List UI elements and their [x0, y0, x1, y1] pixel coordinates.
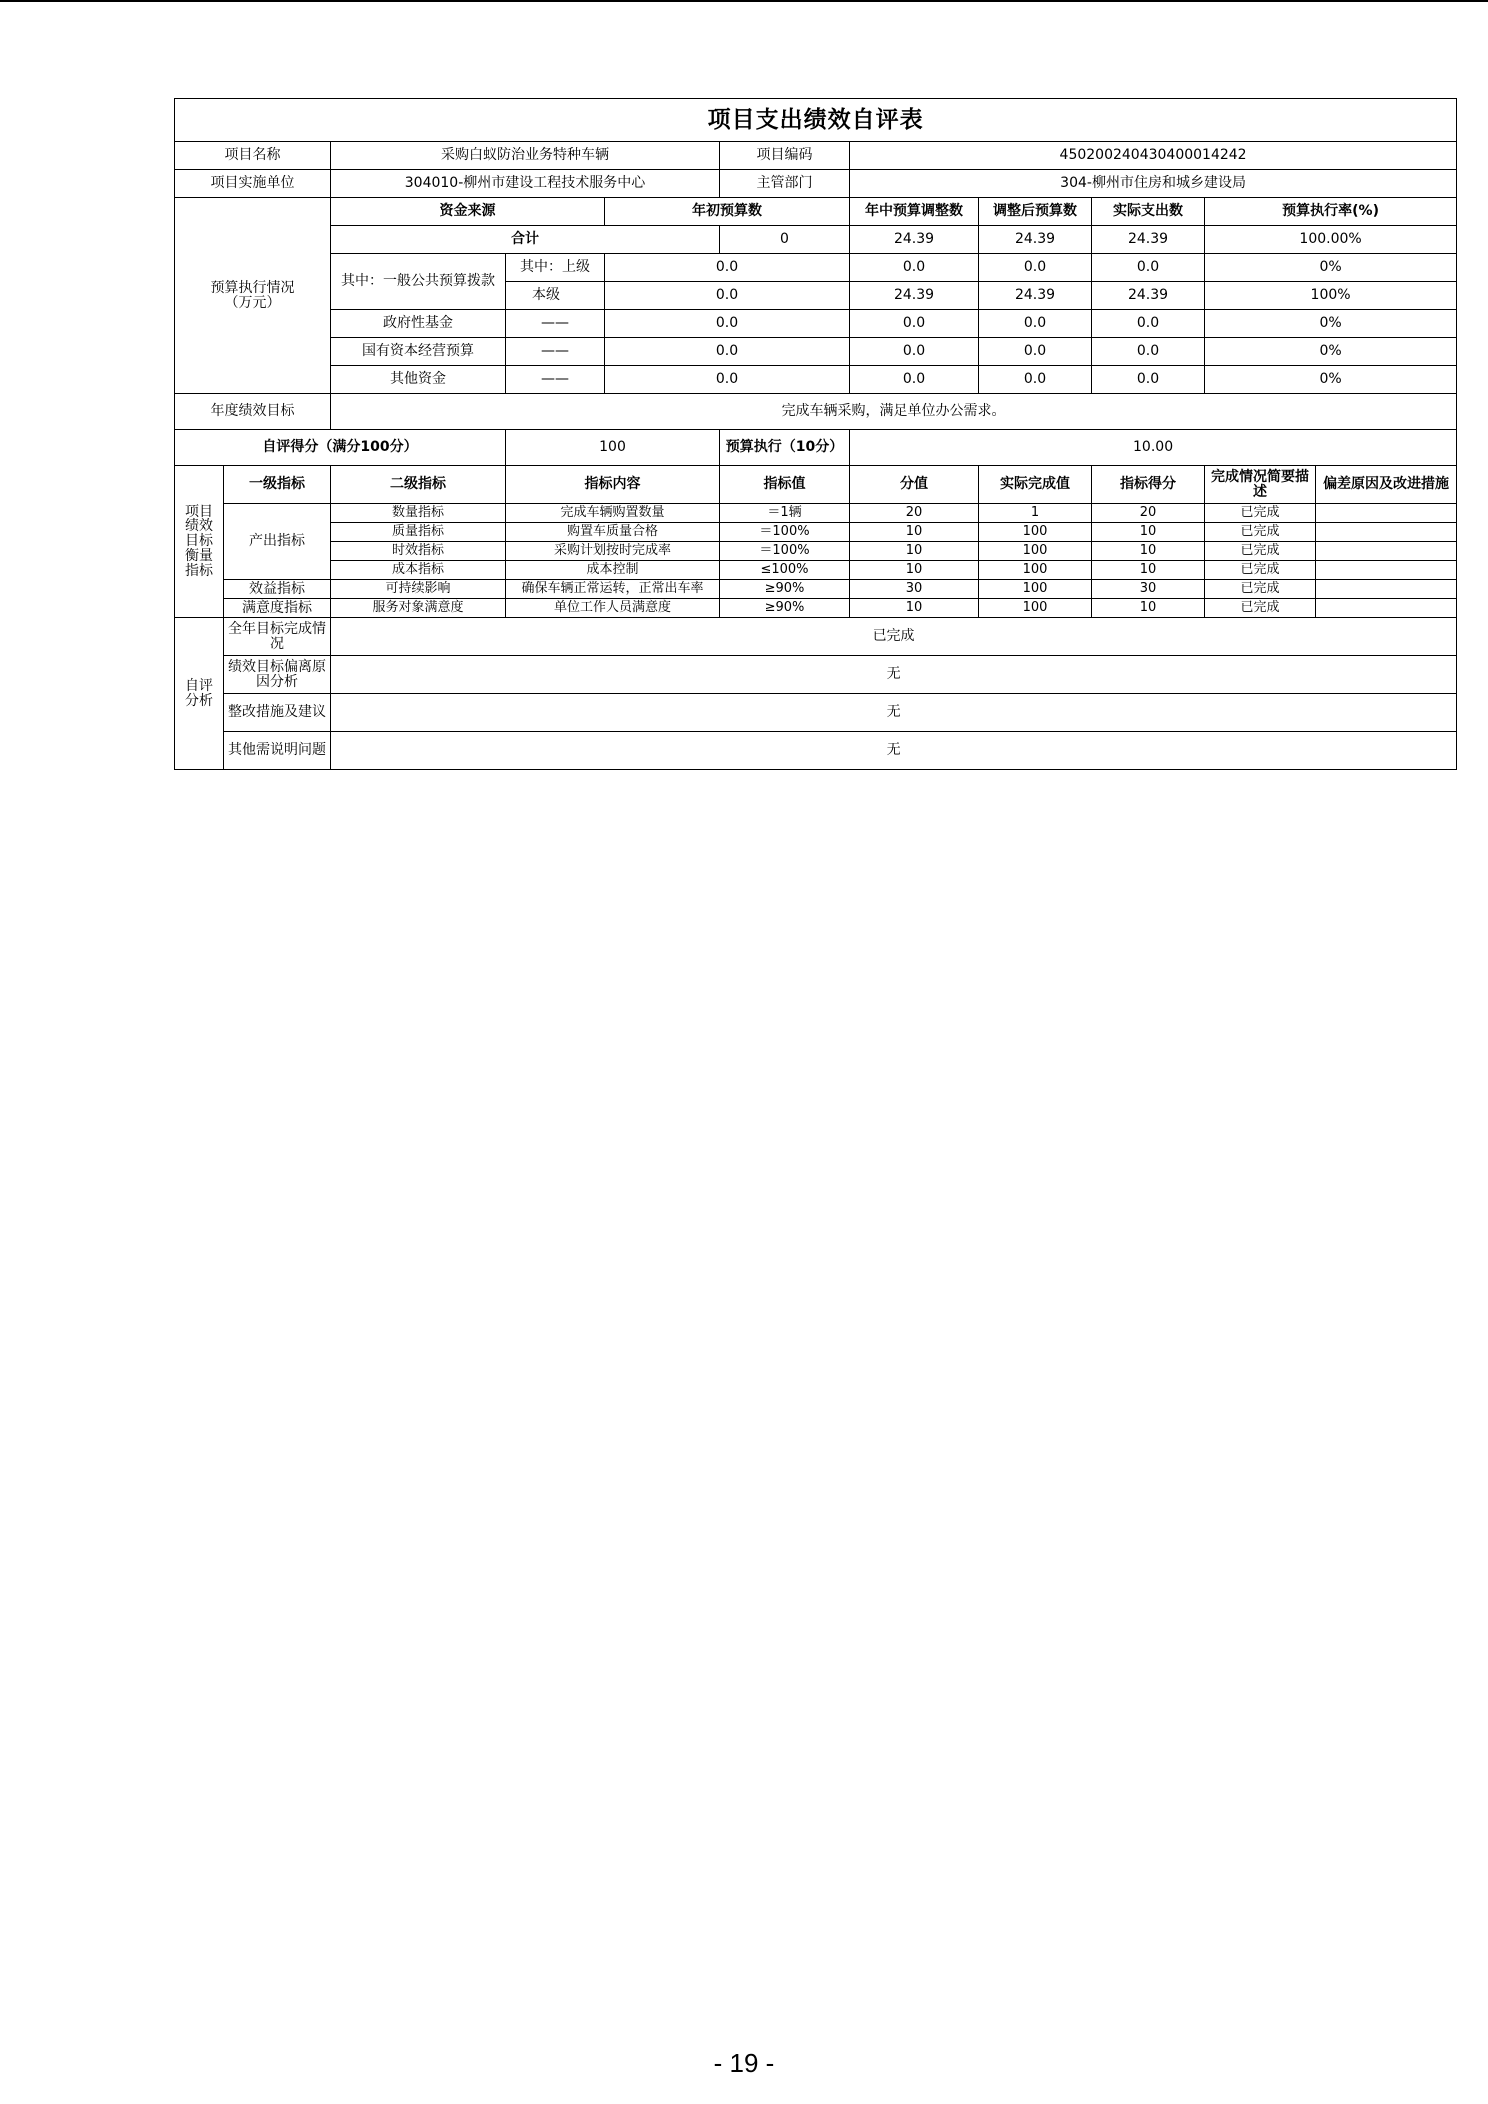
budget-superior-rate: 0% — [1205, 254, 1457, 282]
project-name-label: 项目名称 — [175, 142, 331, 170]
ind-header-reason: 偏差原因及改进措施 — [1316, 466, 1457, 504]
budget-other-rate: 0% — [1205, 366, 1457, 394]
ind-row-content: 完成车辆购置数量 — [506, 504, 720, 523]
ind-row-weight: 20 — [850, 504, 979, 523]
ind-row-sub: 时效指标 — [331, 542, 506, 561]
performance-self-eval-table — [174, 98, 1457, 770]
ind-row-target: ≤100% — [720, 561, 850, 580]
budget-other-initial: 0.0 — [605, 366, 850, 394]
ind-header-level1: 一级指标 — [224, 466, 331, 504]
budget-total-adjusted: 24.39 — [979, 226, 1092, 254]
budget-other-adjust: 0.0 — [850, 366, 979, 394]
budget-superior-adjusted: 0.0 — [979, 254, 1092, 282]
self-eval-label: 自评分析 — [175, 618, 224, 770]
ind-row-actual: 100 — [979, 523, 1092, 542]
ind-row-content: 购置车质量合格 — [506, 523, 720, 542]
ind-row-reason — [1316, 523, 1457, 542]
ind-row-target: ＝100% — [720, 523, 850, 542]
analysis-value: 无 — [331, 694, 1457, 732]
ind-row-reason — [1316, 504, 1457, 523]
budget-state-capital-label: 国有资本经营预算 — [331, 338, 506, 366]
budget-exec-score-value: 10.00 — [850, 430, 1457, 466]
analysis-label: 全年目标完成情况 — [224, 618, 331, 656]
budget-other-dash: —— — [506, 366, 605, 394]
ind-group-satisfaction: 满意度指标 — [224, 599, 331, 618]
ind-row-sub: 数量指标 — [331, 504, 506, 523]
ind-row-reason — [1316, 542, 1457, 561]
budget-local-actual: 24.39 — [1092, 282, 1205, 310]
budget-other-adjusted: 0.0 — [979, 366, 1092, 394]
budget-total-label: 合计 — [331, 226, 720, 254]
ind-row-reason — [1316, 580, 1457, 599]
ind-row-actual: 1 — [979, 504, 1092, 523]
budget-state-capital-rate: 0% — [1205, 338, 1457, 366]
budget-header-initial: 年初预算数 — [605, 198, 850, 226]
annual-goal-value: 完成车辆采购，满足单位办公需求。 — [331, 394, 1457, 430]
budget-superior-label: 其中：上级 — [506, 254, 605, 282]
budget-total-actual: 24.39 — [1092, 226, 1205, 254]
ind-row-status: 已完成 — [1205, 599, 1316, 618]
ind-row-weight: 30 — [850, 580, 979, 599]
analysis-value: 已完成 — [331, 618, 1457, 656]
analysis-label: 绩效目标偏离原因分析 — [224, 656, 331, 694]
budget-total-initial: 0 — [720, 226, 850, 254]
budget-local-adjust: 24.39 — [850, 282, 979, 310]
budget-fund-dash: —— — [506, 310, 605, 338]
annual-goal-label: 年度绩效目标 — [175, 394, 331, 430]
ind-row-status: 已完成 — [1205, 504, 1316, 523]
ind-row-status: 已完成 — [1205, 580, 1316, 599]
budget-superior-initial: 0.0 — [605, 254, 850, 282]
ind-header-level2: 二级指标 — [331, 466, 506, 504]
self-score-value: 100 — [506, 430, 720, 466]
analysis-value: 无 — [331, 732, 1457, 770]
budget-superior-actual: 0.0 — [1092, 254, 1205, 282]
ind-row-reason — [1316, 561, 1457, 580]
budget-exec-label: 预算执行情况（万元） — [175, 198, 331, 394]
budget-fund-adjust: 0.0 — [850, 310, 979, 338]
form-title: 项目支出绩效自评表 — [175, 99, 1457, 142]
ind-row-content: 成本控制 — [506, 561, 720, 580]
page-number: - 19 - — [713, 2048, 775, 2078]
budget-total-adjust: 24.39 — [850, 226, 979, 254]
budget-superior-adjust: 0.0 — [850, 254, 979, 282]
ind-row-target: ≥90% — [720, 599, 850, 618]
ind-header-score: 指标得分 — [1092, 466, 1205, 504]
budget-header-adjust: 年中预算调整数 — [850, 198, 979, 226]
ind-row-content: 单位工作人员满意度 — [506, 599, 720, 618]
impl-unit-value: 304010-柳州市建设工程技术服务中心 — [331, 170, 720, 198]
budget-fund-actual: 0.0 — [1092, 310, 1205, 338]
project-code-label: 项目编码 — [720, 142, 850, 170]
project-code-value: 450200240430400014242 — [850, 142, 1457, 170]
budget-header-rate: 预算执行率(%) — [1205, 198, 1457, 226]
budget-fund-initial: 0.0 — [605, 310, 850, 338]
ind-row-sub: 服务对象满意度 — [331, 599, 506, 618]
budget-local-initial: 0.0 — [605, 282, 850, 310]
ind-row-actual: 100 — [979, 580, 1092, 599]
ind-row-weight: 10 — [850, 523, 979, 542]
dept-value: 304-柳州市住房和城乡建设局 — [850, 170, 1457, 198]
budget-local-rate: 100% — [1205, 282, 1457, 310]
ind-row-score: 10 — [1092, 599, 1205, 618]
ind-row-content: 采购计划按时完成率 — [506, 542, 720, 561]
budget-fund-label: 政府性基金 — [331, 310, 506, 338]
budget-local-label: 本级 — [506, 282, 605, 310]
project-name-value: 采购白蚁防治业务特种车辆 — [331, 142, 720, 170]
ind-row-weight: 10 — [850, 599, 979, 618]
ind-row-content: 确保车辆正常运转，正常出车率 — [506, 580, 720, 599]
budget-local-adjusted: 24.39 — [979, 282, 1092, 310]
budget-state-capital-initial: 0.0 — [605, 338, 850, 366]
ind-row-score: 10 — [1092, 523, 1205, 542]
ind-group-benefit: 效益指标 — [224, 580, 331, 599]
budget-state-capital-dash: —— — [506, 338, 605, 366]
ind-row-sub: 可持续影响 — [331, 580, 506, 599]
ind-header-actual: 实际完成值 — [979, 466, 1092, 504]
budget-general-label: 其中：一般公共预算拨款 — [331, 254, 506, 310]
budget-header-adjusted: 调整后预算数 — [979, 198, 1092, 226]
analysis-label: 整改措施及建议 — [224, 694, 331, 732]
budget-fund-rate: 0% — [1205, 310, 1457, 338]
ind-row-score: 10 — [1092, 542, 1205, 561]
budget-total-rate: 100.00% — [1205, 226, 1457, 254]
ind-row-target: ≥90% — [720, 580, 850, 599]
ind-row-actual: 100 — [979, 599, 1092, 618]
ind-header-weight: 分值 — [850, 466, 979, 504]
ind-row-target: ＝100% — [720, 542, 850, 561]
budget-header-actual: 实际支出数 — [1092, 198, 1205, 226]
ind-header-status: 完成情况简要描述 — [1205, 466, 1316, 504]
ind-header-content: 指标内容 — [506, 466, 720, 504]
ind-row-score: 30 — [1092, 580, 1205, 599]
budget-exec-score-label: 预算执行（10分） — [720, 430, 850, 466]
ind-row-actual: 100 — [979, 561, 1092, 580]
dept-label: 主管部门 — [720, 170, 850, 198]
ind-row-status: 已完成 — [1205, 523, 1316, 542]
budget-state-capital-actual: 0.0 — [1092, 338, 1205, 366]
budget-header-source: 资金来源 — [331, 198, 605, 226]
ind-header-target: 指标值 — [720, 466, 850, 504]
ind-row-actual: 100 — [979, 542, 1092, 561]
impl-unit-label: 项目实施单位 — [175, 170, 331, 198]
self-score-label: 自评得分（满分100分） — [175, 430, 506, 466]
ind-row-sub: 质量指标 — [331, 523, 506, 542]
ind-row-weight: 10 — [850, 542, 979, 561]
budget-other-actual: 0.0 — [1092, 366, 1205, 394]
ind-row-sub: 成本指标 — [331, 561, 506, 580]
analysis-value: 无 — [331, 656, 1457, 694]
ind-row-status: 已完成 — [1205, 561, 1316, 580]
budget-state-capital-adjust: 0.0 — [850, 338, 979, 366]
budget-fund-adjusted: 0.0 — [979, 310, 1092, 338]
top-border-line — [0, 0, 1488, 2]
ind-row-target: ＝1辆 — [720, 504, 850, 523]
analysis-label: 其他需说明问题 — [224, 732, 331, 770]
ind-row-score: 10 — [1092, 561, 1205, 580]
ind-row-weight: 10 — [850, 561, 979, 580]
ind-group-output: 产出指标 — [224, 504, 331, 580]
budget-state-capital-adjusted: 0.0 — [979, 338, 1092, 366]
ind-row-status: 已完成 — [1205, 542, 1316, 561]
indicator-group-label: 项目绩效目标衡量指标 — [175, 466, 224, 618]
budget-other-label: 其他资金 — [331, 366, 506, 394]
ind-row-score: 20 — [1092, 504, 1205, 523]
ind-row-reason — [1316, 599, 1457, 618]
